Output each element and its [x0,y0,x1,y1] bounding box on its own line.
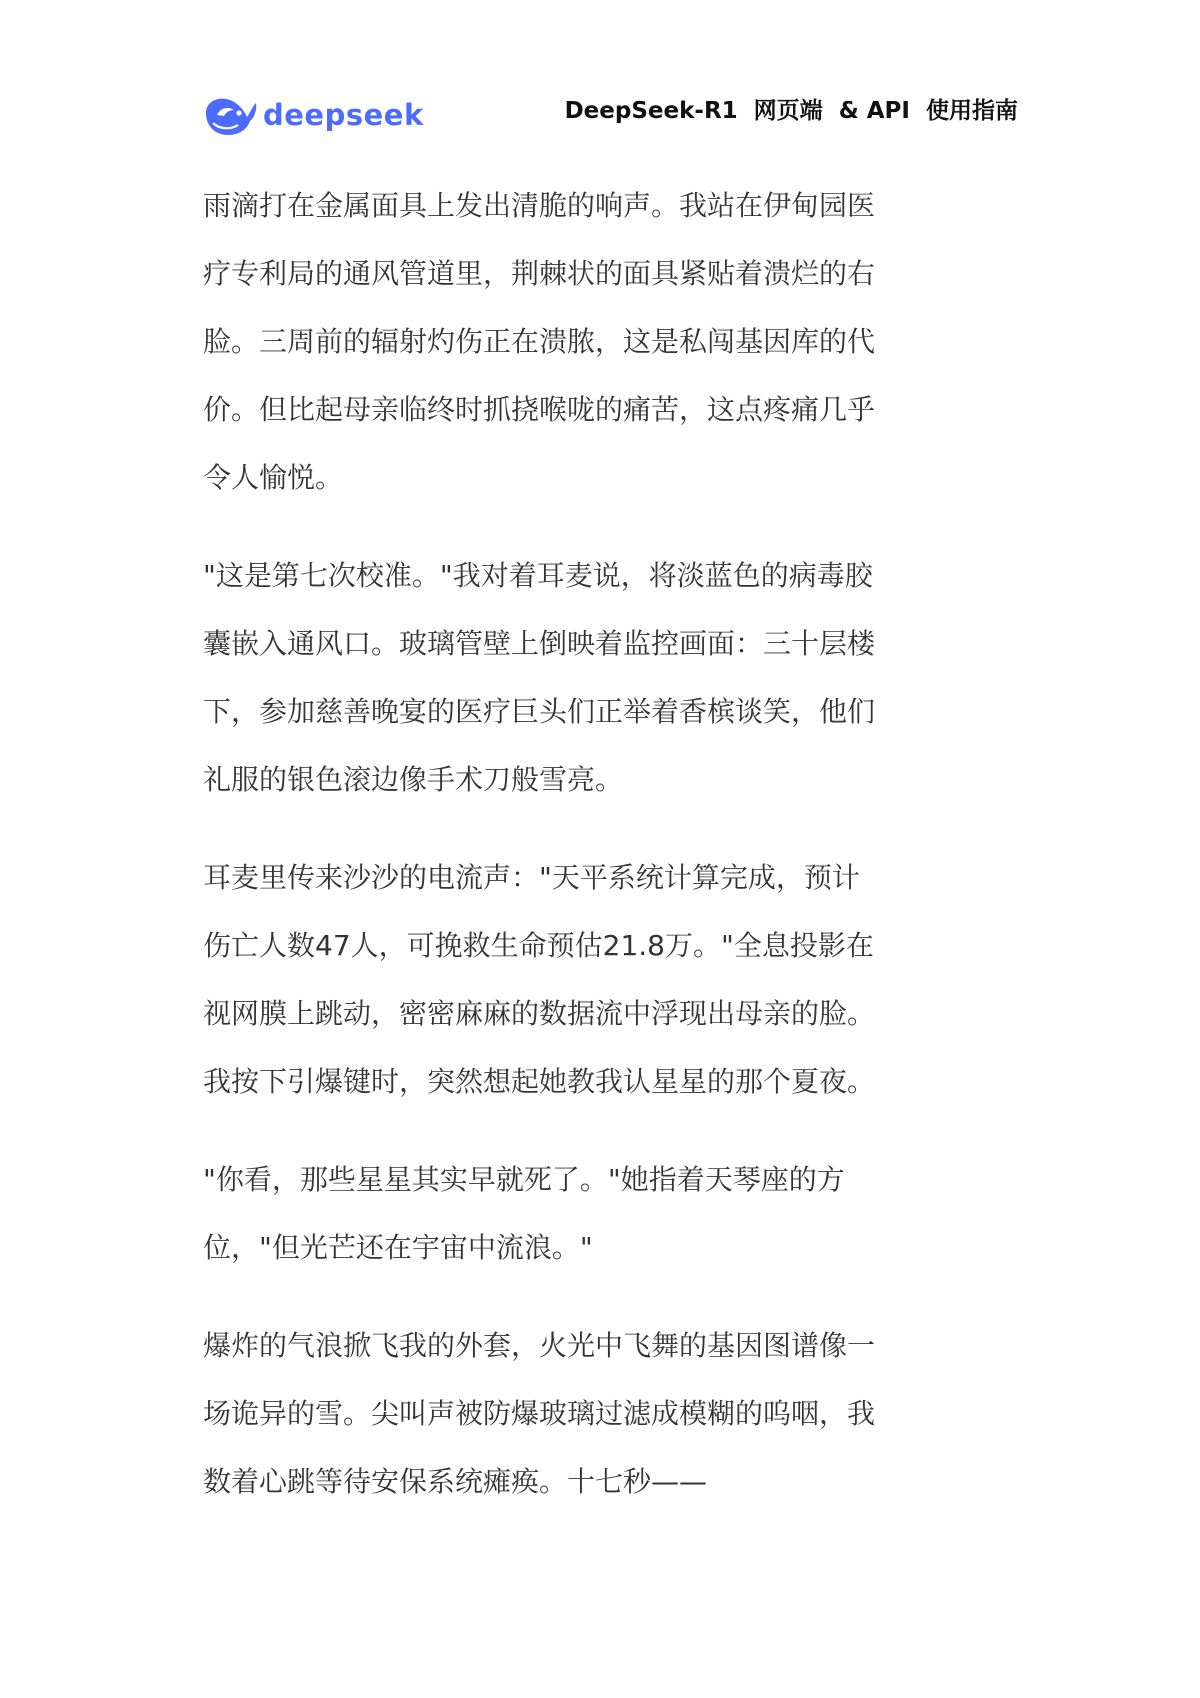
document-title: DeepSeek-R1 网页端 & API 使用指南 [564,98,1018,124]
paragraph: "你看，那些星星其实早就死了。"她指着天琴座的方位，"但光芒还在宇宙中流浪。" [203,1163,845,1264]
logo-wordmark: deepseek [263,98,424,132]
paragraph: 耳麦里传来沙沙的电流声："天平系统计算完成，预计伤亡人数47人，可挽救生命预估21.8万。"全息投影在视网膜上跳动，密密麻麻的数据流中浮现出母亲的脸。我按下引爆键时，突然想起她教我认星星的那个夏夜。 [203,861,876,1098]
paragraph: 爆炸的气浪掀飞我的外套，火光中飞舞的基因图谱像一场诡异的雪。尖叫声被防爆玻璃过滤成模糊的呜咽，我数着心跳等待安保系统瘫痪。十七秒—— [203,1329,876,1498]
deepseek-whale-icon [203,93,259,137]
page-header [0,0,1200,150]
deepseek-logo [203,90,424,140]
paragraph: "这是第七次校准。"我对着耳麦说，将淡蓝色的病毒胶囊嵌入通风口。玻璃管壁上倒映着监控画面：三十层楼下，参加慈善晚宴的医疗巨头们正举着香槟谈笑，他们礼服的银色滚边像手术刀般雪亮。 [203,559,876,796]
story-body [203,172,875,1546]
paragraph: 雨滴打在金属面具上发出清脆的响声。我站在伊甸园医疗专利局的通风管道里，荆棘状的面具紧贴着溃烂的右脸。三周前的辐射灼伤正在溃脓，这是私闯基因库的代价。但比起母亲临终时抓挠喉咙的痛苦，这点疼痛几乎令人愉悦。 [203,189,876,494]
